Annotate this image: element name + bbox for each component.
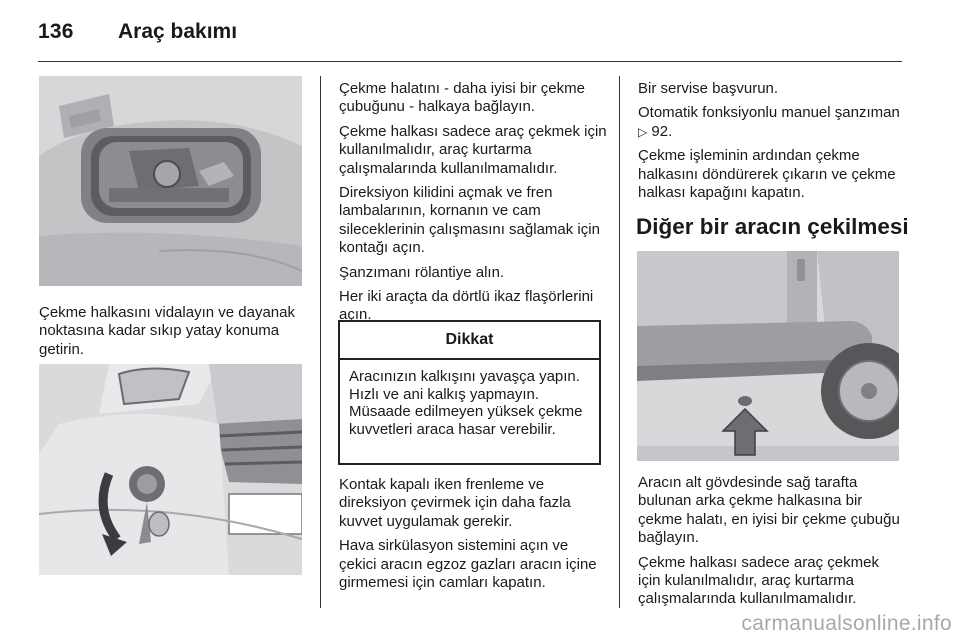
- column-divider-left: [320, 76, 321, 608]
- caution-notice: [338, 320, 601, 465]
- column-divider-right: [619, 76, 620, 608]
- instruction-paragraph: Aracın alt gövdesinde sağ tarafta bulunan arka çekme halkasına bir çekme halatı, en iyisi bir çekme çubuğu bağlayın.: [638, 474, 900, 547]
- notice-body: Aracınızın kalkışını yavaşça yapın. Hızlı ve ani kalkış yapmayın. Müsaade edilmeyen yüksek çekme kuvvetleri araca hasar verebilir.: [349, 368, 583, 438]
- caption-screw-in: Çekme halkasını vidalayın ve dayanak noktasına kadar sıkıp yatay konuma getirin.: [39, 304, 295, 358]
- instruction-paragraph: Hava sirkülasyon sistemini açın ve çekici aracın egzoz gazları aracın içine girmemesi için camları kapatın.: [339, 537, 597, 592]
- col2-after-notice: [339, 476, 609, 598]
- watermark: carmanualsonline.info: [741, 612, 952, 635]
- instruction-paragraph: Bir servise başvurun.: [638, 80, 779, 97]
- instruction-paragraph: Çekme işleminin ardından çekme halkasını döndürerek çıkarın ve çekme halkası kapağını kapatın.: [638, 147, 896, 202]
- instruction-paragraph: Direksiyon kilidini açmak ve fren lambalarının, kornanın ve cam sileceklerinin çalışmasını sağlamak için kontağı açın.: [339, 184, 600, 257]
- instruction-paragraph: Çekme halkası sadece araç çekmek için kulanılmalıdır, araç kurtarma çalışmalarında kullanılmamalıdır.: [638, 553, 879, 608]
- col3-bottom-text: [638, 474, 902, 615]
- page-number: 136: [38, 20, 74, 43]
- illustration-towing-eye-cover: [39, 76, 302, 286]
- gearbox-text: Otomatik fonksiyonlu manuel şanzıman: [638, 104, 900, 122]
- instruction-paragraph: Şanzımanı rölantiye alın.: [339, 263, 505, 281]
- illustration-front-bumper-towing-eye: [39, 364, 302, 575]
- page-reference-icon: ▷: [638, 124, 648, 139]
- instruction-paragraph: Çekme halkası sadece araç çekmek için kullanılmalıdır, araç kurtarma çalışmalarında kullanılmamalıdır.: [339, 122, 607, 177]
- col2-instructions: [339, 80, 609, 331]
- illustration-rear-towing-eye: [637, 251, 899, 461]
- page-header: [38, 14, 902, 50]
- instruction-paragraph: [638, 104, 900, 141]
- chapter-title: Araç bakımı: [118, 20, 238, 43]
- instruction-paragraph: Kontak kapalı iken frenleme ve direksiyon çevirmek için daha fazla kuvvet uygulamak gerekir.: [339, 476, 571, 530]
- notice-title: Dikkat: [340, 322, 599, 360]
- instruction-paragraph: Çekme halatını - daha iyisi bir çekme çubuğunu - halkaya bağlayın.: [339, 80, 585, 116]
- page-reference-link[interactable]: 92.: [651, 122, 673, 140]
- instruction-paragraph: Her iki araçta da dörtlü ikaz flaşörlerini açın.: [339, 288, 594, 324]
- header-rule: [38, 61, 902, 62]
- col3-top-text: [638, 80, 900, 208]
- section-heading: Diğer bir aracın çekilmesi: [636, 214, 909, 239]
